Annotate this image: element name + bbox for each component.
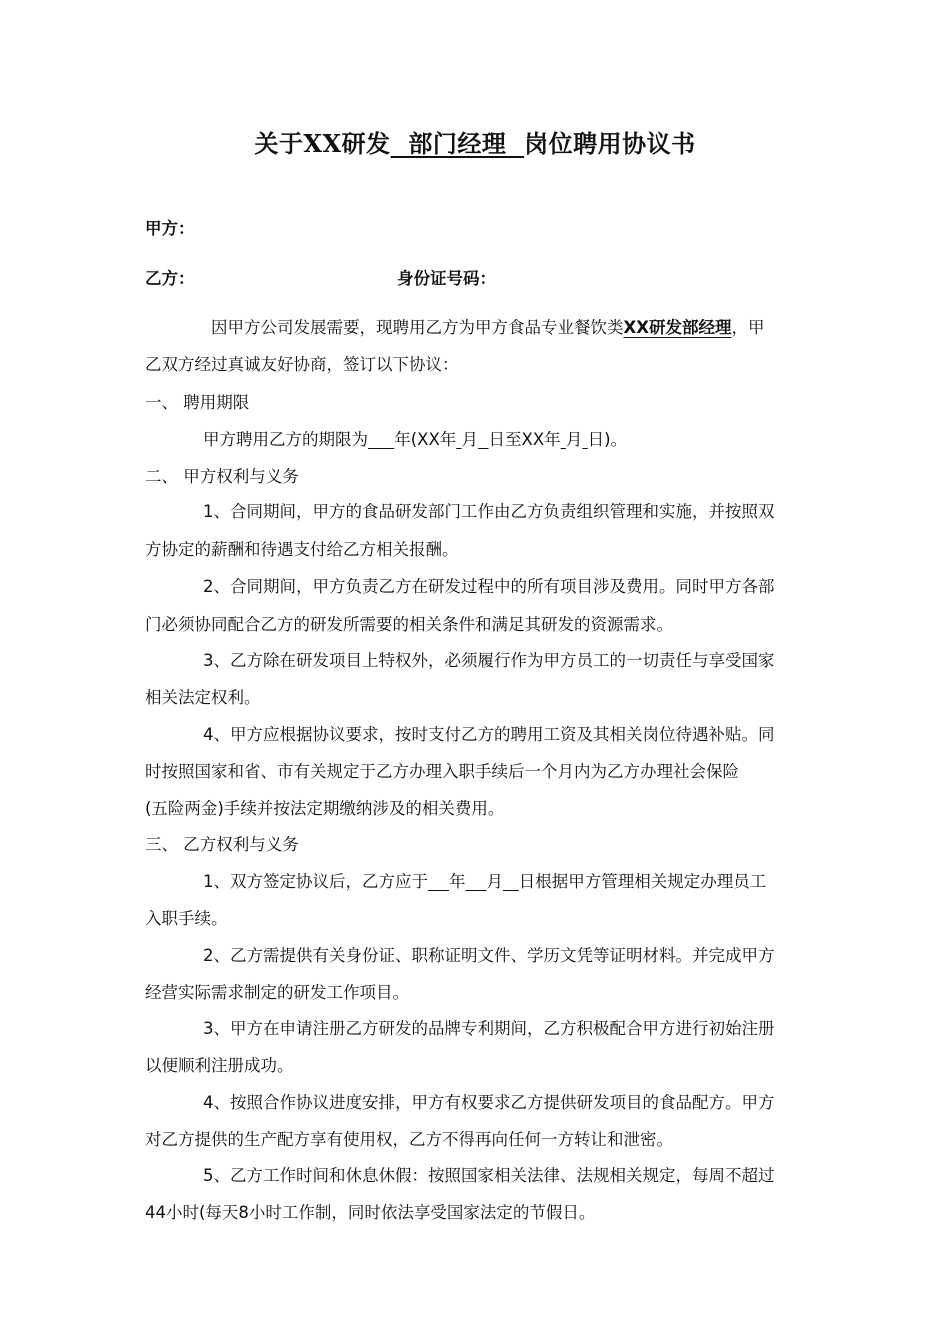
s2-item-1-line-2: 方协定的薪酬和待遇支付给乙方相关报酬。 xyxy=(145,540,459,559)
s2-item-4-line-3: (五险两金)手续并按法定期缴纳涉及的相关费用。 xyxy=(145,799,505,818)
s3-item-4-line-2: 对乙方提供的生产配方享有使用权，乙方不得再向任何一方转让和泄密。 xyxy=(145,1130,673,1149)
s3-month: 月 xyxy=(486,872,503,891)
intro-position: XX研发部经理 xyxy=(623,318,732,337)
term-day-blank-1 xyxy=(478,430,489,449)
s2-item-4-line-2: 时按照国家和省、市有关规定于乙方办理入职手续后一个月内为乙方办理社会保险 xyxy=(145,762,739,781)
s3-day-blank xyxy=(503,872,519,891)
term-day-2: 日)。 xyxy=(587,430,628,449)
term-start-year: 年(XX年 xyxy=(394,430,457,449)
s2-item-4-line-1: 4、甲方应根据协议要求，按时支付乙方的聘用工资及其相关岗位待遇补贴。同 xyxy=(203,725,775,744)
section-3-heading: 三、 乙方权利与义务 xyxy=(145,835,299,854)
s3-item-3-line-1: 3、甲方在申请注册乙方研发的品牌专利期间，乙方积极配合甲方进行初始注册 xyxy=(203,1019,775,1038)
s3-item-4-line-1: 4、按照合作协议进度安排，甲方有权要求乙方提供研发项目的食品配方。甲方 xyxy=(203,1093,775,1112)
party-b-label: 乙方： xyxy=(145,269,195,288)
s2-item-3-line-1: 3、乙方除在研发项目上特权外，必须履行作为甲方员工的一切责任与享受国家 xyxy=(203,651,775,670)
intro-text: 因甲方公司发展需要，现聘用乙方为甲方食品专业餐饮类 xyxy=(211,318,624,337)
title-position: 部门经理 xyxy=(390,129,525,158)
s3-month-blank xyxy=(465,872,486,891)
section-1-heading: 一、 聘用期限 xyxy=(145,393,250,412)
term-text: 甲方聘用乙方的期限为 xyxy=(203,430,368,449)
term-month-1: 月 xyxy=(461,430,479,449)
term-line xyxy=(203,428,627,452)
s2-item-2-line-1: 2、合同期间，甲方负责乙方在研发过程中的所有项目涉及费用。同时甲方各部 xyxy=(203,577,775,596)
s3-year: 年 xyxy=(448,872,466,891)
term-day-1: 日至XX年 xyxy=(488,430,561,449)
intro-line-2: 乙双方经过真诚友好协商，签订以下协议： xyxy=(145,355,459,374)
s3-item-2-line-1: 2、乙方需提供有关身份证、职称证明文件、学历文凭等证明材料。并完成甲方 xyxy=(203,946,775,965)
s2-item-1-line-1: 1、合同期间，甲方的食品研发部门工作由乙方负责组织管理和实施，并按照双 xyxy=(203,502,775,521)
s3-day-text: 日根据甲方管理相关规定办理员工 xyxy=(518,872,767,891)
title-prefix: 关于XX研发 xyxy=(254,129,391,158)
title-suffix: 岗位聘用协议书 xyxy=(524,129,696,158)
s3-item-1-line-1 xyxy=(203,870,766,894)
s3-item-2-line-2: 经营实际需求制定的研发工作项目。 xyxy=(145,983,409,1002)
intro-line-1 xyxy=(211,316,764,340)
s3-item-5-line-1: 5、乙方工作时间和休息休假：按照国家相关法律、法规相关规定，每周不超过 xyxy=(203,1166,775,1185)
s3-year-blank xyxy=(428,872,449,891)
s3-item-1-line-2: 入职手续。 xyxy=(145,909,228,928)
term-month-2: 月 xyxy=(565,430,583,449)
s2-item-3-line-2: 相关法定权利。 xyxy=(145,688,261,707)
document-title xyxy=(0,124,950,164)
s3-item-5-line-2: 44小时(每天8小时工作制，同时依法享受国家法定的节假日。 xyxy=(145,1203,596,1222)
s2-item-2-line-2: 门必须协同配合乙方的研发所需要的相关条件和满足其研发的资源需求。 xyxy=(145,615,673,634)
intro-after: ，甲 xyxy=(731,318,765,337)
section-2-heading: 二、 甲方权利与义务 xyxy=(145,467,299,486)
s3-item-1-text: 1、双方签定协议后，乙方应于 xyxy=(203,872,428,891)
party-a-label: 甲方： xyxy=(145,219,195,238)
s3-item-3-line-2: 以便顺利注册成功。 xyxy=(145,1056,294,1075)
id-number-label: 身份证号码： xyxy=(397,269,496,288)
term-years-blank xyxy=(368,430,394,449)
